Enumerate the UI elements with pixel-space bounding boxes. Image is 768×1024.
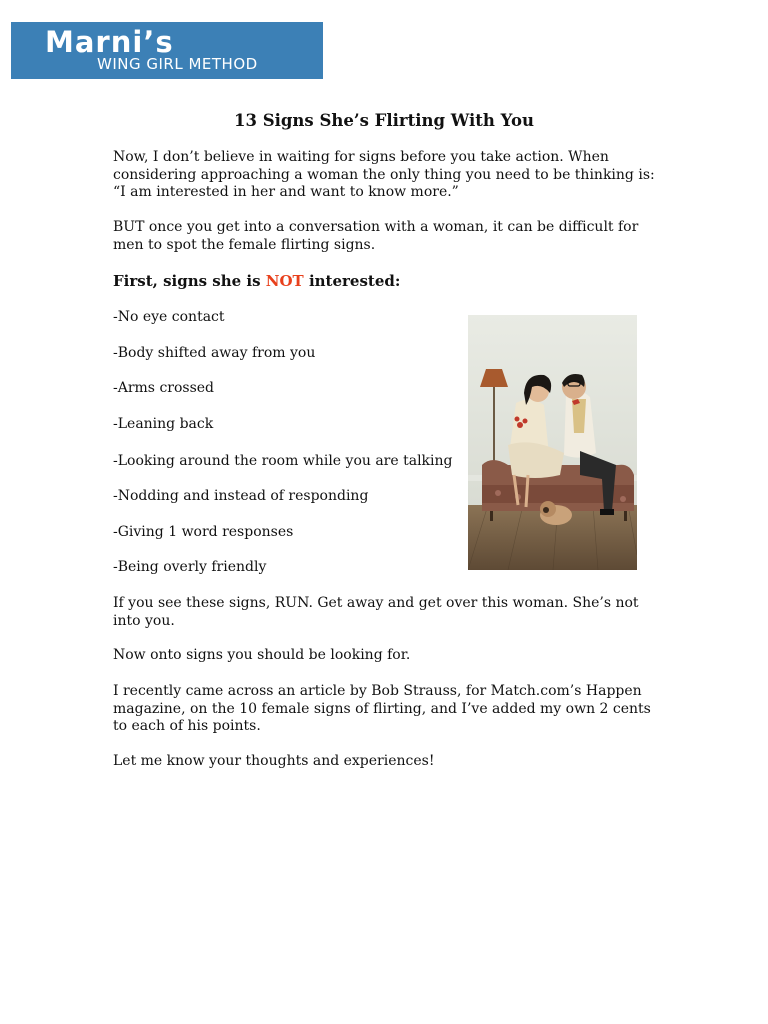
- list-item: -Arms crossed: [113, 380, 215, 396]
- intro-paragraph: Now, I don’t believe in waiting for signs before you take action. When considering approaching a woman the only thing you need to be thinking is: “I am interested in her and want to know more.”: [113, 149, 655, 200]
- onto-signs-paragraph: Now onto signs you should be looking for.: [113, 647, 411, 663]
- couple-photo: [468, 315, 637, 570]
- list-item: -Being overly friendly: [113, 559, 267, 575]
- not-interested-heading: [113, 271, 663, 291]
- article-title: 13 Signs She’s Flirting With You: [234, 111, 534, 130]
- article-reference-paragraph: I recently came across an article by Bob Strauss, for Match.com’s Happen magazine, on the 10 female signs of flirting, and I’ve added my own 2 cents to each of his points.: [113, 683, 651, 734]
- closing-paragraph: Let me know your thoughts and experiences!: [113, 753, 435, 769]
- brand-logo[interactable]: [11, 22, 323, 79]
- list-item: -Giving 1 word responses: [113, 524, 294, 540]
- logo-subtitle: WING GIRL METHOD: [97, 55, 258, 73]
- heading-text-before: First, signs she is: [113, 272, 266, 290]
- list-item: -Leaning back: [113, 416, 214, 432]
- heading-highlight: NOT: [265, 272, 304, 290]
- run-paragraph: If you see these signs, RUN. Get away and get over this woman. She’s not into you.: [113, 595, 639, 629]
- conversation-paragraph: BUT once you get into a conversation with a woman, it can be difficult for men to spot the female flirting signs.: [113, 219, 639, 253]
- list-item: -Body shifted away from you: [113, 345, 316, 361]
- list-item: -Nodding and instead of responding: [113, 488, 369, 504]
- list-item: -No eye contact: [113, 309, 225, 325]
- heading-text-after: interested:: [303, 272, 401, 290]
- logo-title: Marni’s: [45, 25, 174, 59]
- list-item: -Looking around the room while you are talking: [113, 453, 453, 469]
